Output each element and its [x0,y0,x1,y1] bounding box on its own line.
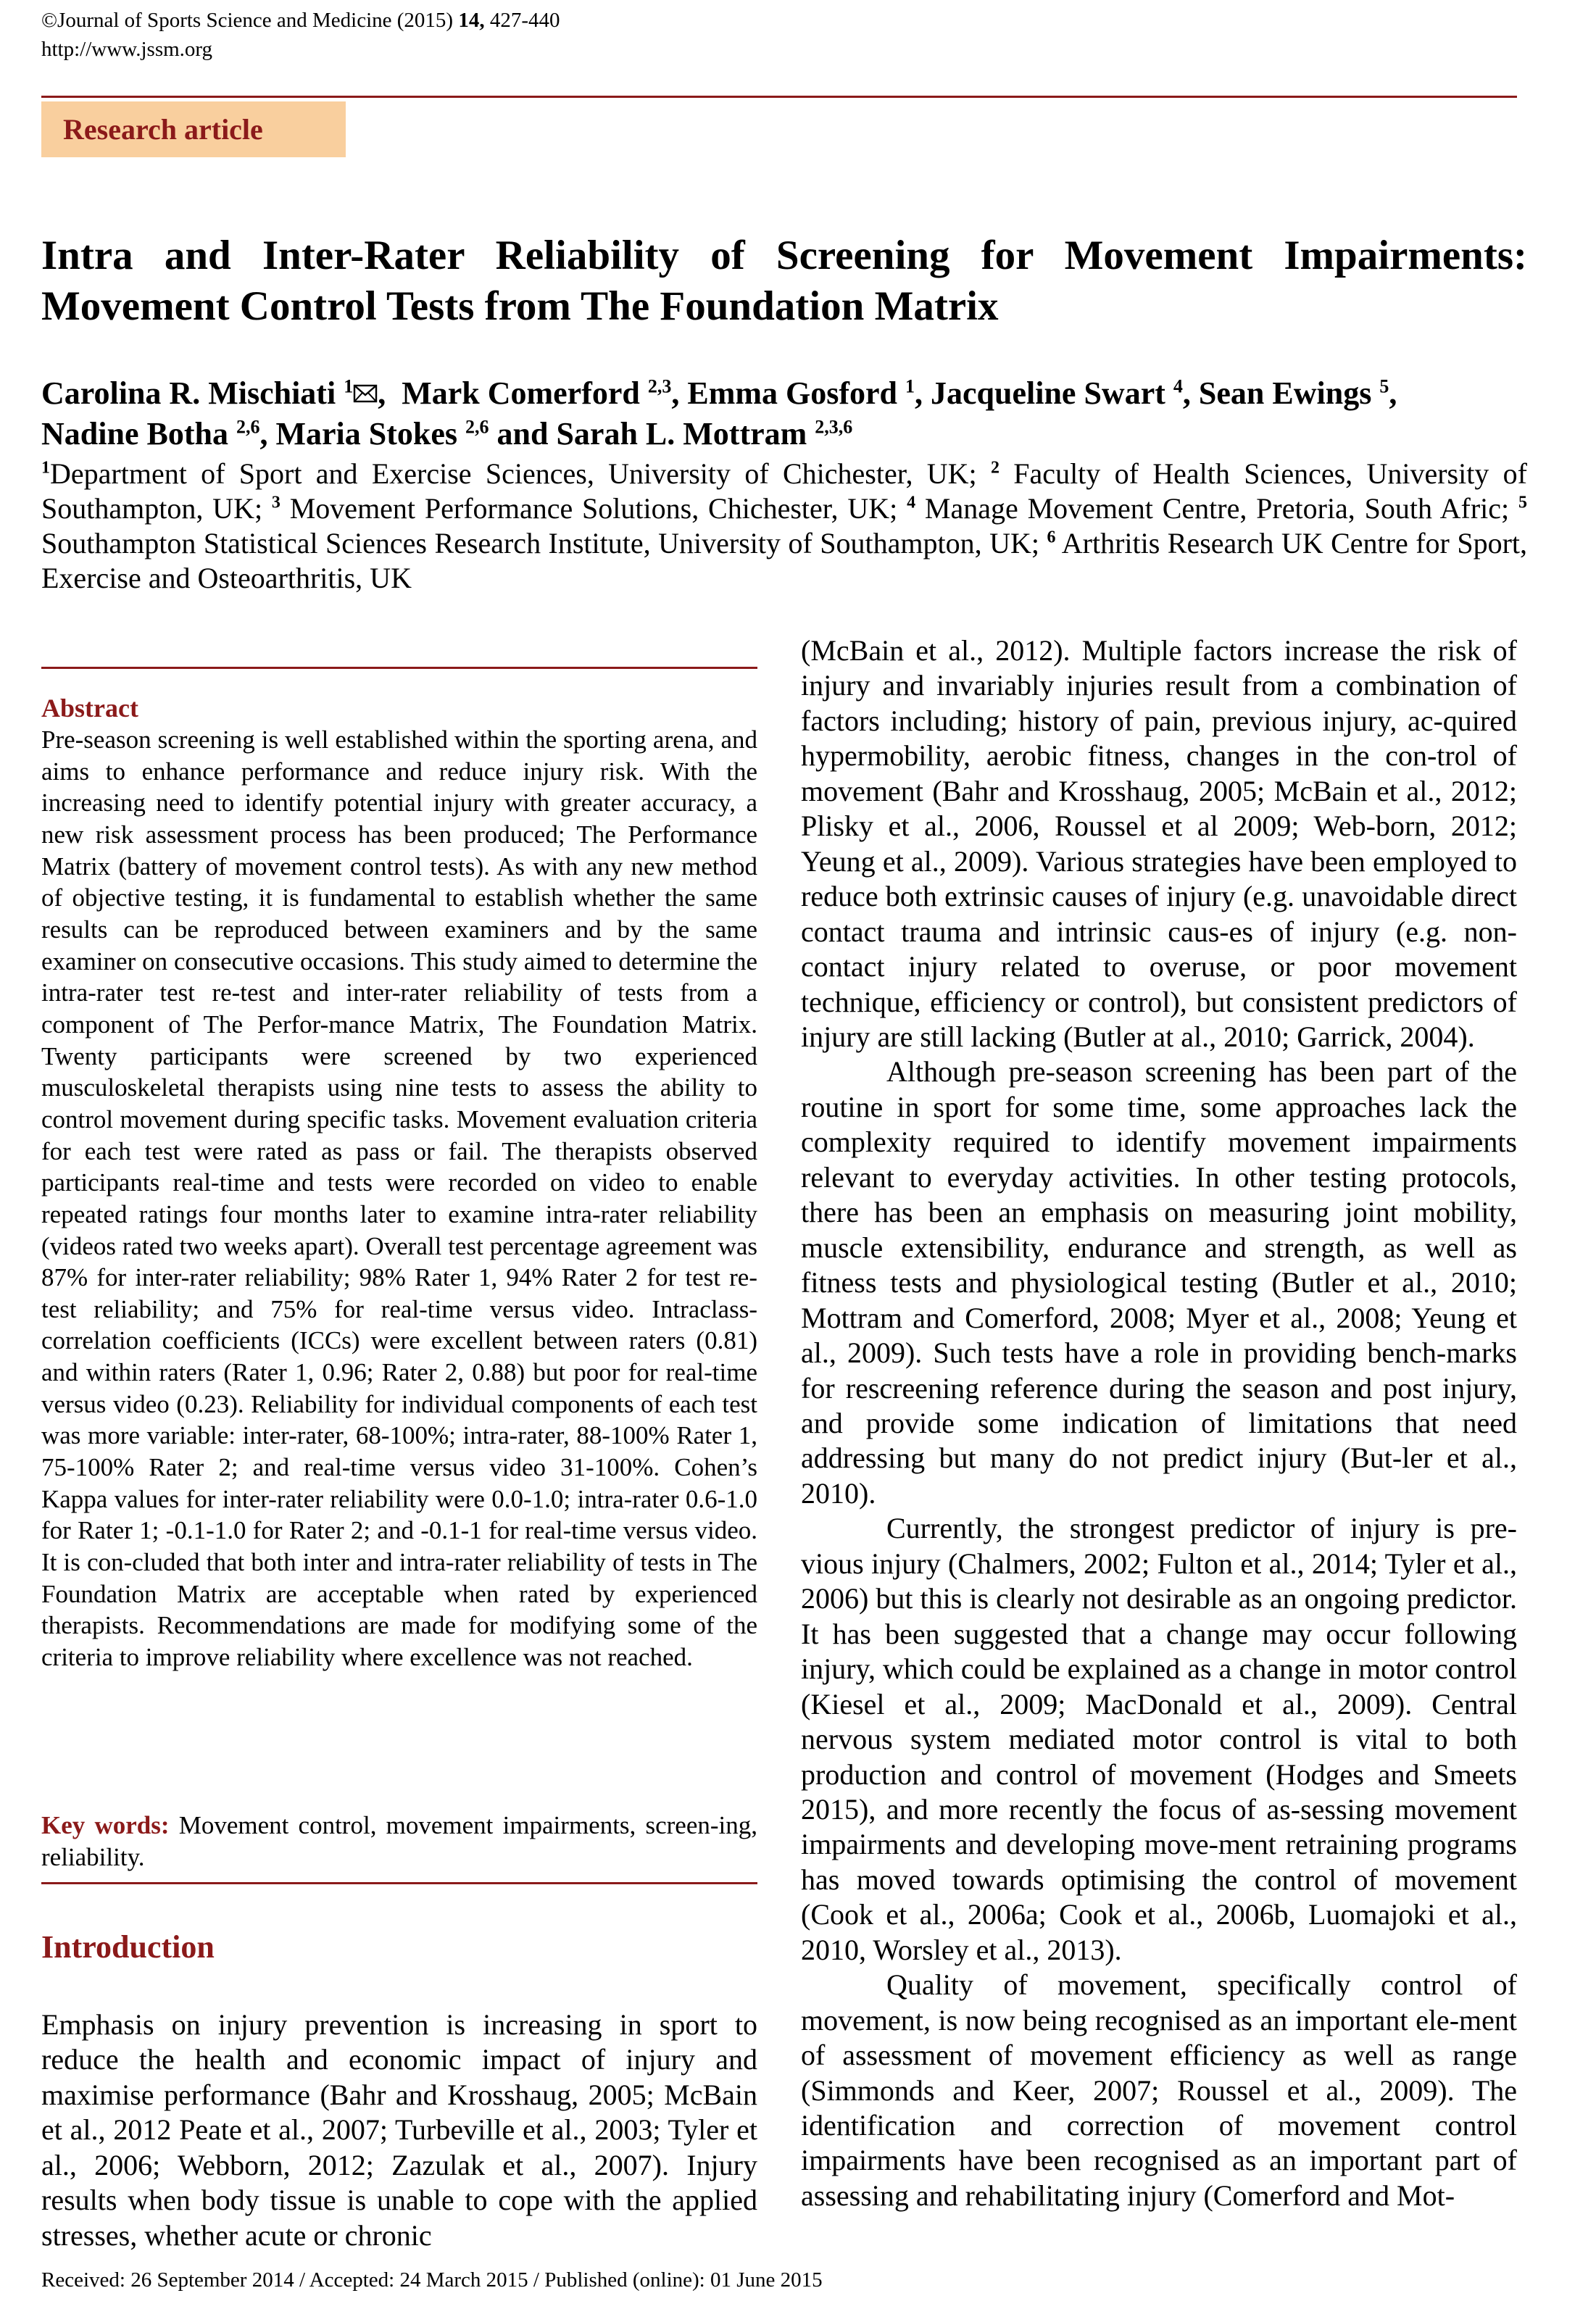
keywords [41,1810,757,1873]
author-name: Jacqueline Swart [931,375,1173,411]
affiliation-text: Manage Movement Centre, Pretoria, South Afric; [915,492,1518,525]
author-affiliation-sup: 2,6 [465,416,489,438]
author-affiliation-sup: 1 [344,375,354,397]
publication-dates: Received: 26 September 2014 / Accepted: 24 March 2015 / Published (online): 01 June 2015 [41,2268,823,2292]
right-column-body [801,633,1517,2213]
keywords-text: Movement control, movement impairments, screen-ing, reliability. [41,1811,757,1871]
author-name: Nadine Botha [41,416,236,452]
author-name: Sean Ewings [1198,375,1380,411]
author-affiliation-sup: 2,6 [236,416,260,438]
journal-name: ©Journal of Sports Science and Medicine (2015) [41,9,459,32]
paragraph: Currently, the strongest predictor of injury is pre-vious injury (Chalmers, 2002; Fulton et al., 2014; Tyler et al., 2006) but this is clearly not desirable as an ongoing predictor. It has been suggested that a change may occur following injury, which could be explained as a change in motor control (Kiesel et al., 2009; MacDonald et al., 2009). Central nervous system mediated motor control is vital to both production and control of movement (Hodges and Smeets 2015), and more recently the focus of as-sessing movement impairments and developing move-ment retraining programs has moved towards optimising the control of movement (Cook et al., 2006a; Cook et al., 2006b, Luomajoki et al., 2010, Worsley et al., 2013). [801,1512,1517,1966]
keywords-label: Key words: [41,1811,170,1839]
author-affiliation-sup: 4 [1173,375,1183,397]
affiliation-sup: 3 [271,493,280,512]
introduction-body [41,2007,757,2253]
journal-url[interactable]: http://www.jssm.org [41,38,213,61]
abstract-text: Pre-season screening is well established within the sporting arena, and aims to enhance performance and reduce injury risk. With the increasing need to identify potential injury with greater accuracy, a new risk assessment process has been produced; The Performance Matrix (battery of movement control tests). As with any new method of objective testing, it is fundamental to establish whether the same results can be reproduced between examiners and by the same examiner on consecutive occasions. This study aimed to determine the intra-rater test re-test and inter-rater reliability of tests from a component of The Perfor-mance Matrix, The Foundation Matrix. Twenty participants were screened by two experienced musculoskeletal therapists using nine tests to assess the ability to control movement during specific tasks. Movement evaluation criteria for each test were rated as pass or fail. The therapists observed participants real-time and tests were recorded on video to enable repeated ratings four months later to examine intra-rater reliability (videos rated two weeks apart). Overall test percentage agreement was 87% for inter-rater reliability; 98% Rater 1, 94% Rater 2 for test re-test reliability; and 75% for real-time versus video. Intraclass-correlation coefficients (ICCs) were excellent between raters (0.81) and within raters (Rater 1, 0.96; Rater 2, 0.88) but poor for real-time versus video (0.23). Reliability for individual components of each test was more variable: inter-rater, 68-100%; intra-rater, 88-100% Rater 1, 75-100% Rater 2; and real-time versus video 31-100%. Cohen’s Kappa values for inter-rater reliability were 0.0-1.0; intra-rater 0.6-1.0 for Rater 1; -0.1-1.0 for Rater 2; and -0.1-1 for real-time versus video. It is con-cluded that both inter and intra-rater reliability of tests in The Foundation Matrix are acceptable when rated by experienced therapists. Recommendations are made for modifying some of the criteria to improve reliability where excellence was not reached. [41,725,757,1672]
author-name: Sarah L. Mottram [556,416,815,452]
paragraph: (McBain et al., 2012). Multiple factors increase the risk of injury and invariably injuries result from a combination of factors including; history of pain, previous injury, ac-quired hypermobility, aerobic fitness, changes in the con-trol of movement (Bahr and Krosshaug, 2005; McBain et al., 2012; Plisky et al., 2006, Roussel et al 2009; Web-born, 2012; Yeung et al., 2009). Various strategies have been employed to reduce both extrinsic causes of injury (e.g. unavoidable direct contact trauma and intrinsic caus-es of injury (e.g. non-contact injury related to overuse, or poor movement technique, efficiency or control), but consistent predictors of injury are still lacking (Butler at al., 2010; Garrick, 2004). [801,634,1517,1053]
author-separator: , [1389,375,1397,411]
affiliation-text: Movement Performance Solutions, Chichester, UK; [280,492,907,525]
author-affiliation-sup: 2,3 [647,375,672,397]
affiliation-text: Department of Sport and Exercise Sciences, University of Chichester, UK; [50,457,991,490]
journal-citation [41,7,560,33]
affiliation-text: Faculty of Health Sciences, University of Southampton, UK; [41,457,1527,525]
affiliation-sup: 6 [1047,528,1056,547]
affiliation-sup: 1 [41,458,50,478]
author-separator: and [489,416,557,452]
affiliation-sup: 2 [990,458,999,478]
paragraph: Emphasis on injury prevention is increasing in sport to reduce the health and economic impact of injury and maximise performance (Bahr and Krosshaug, 2005; McBain et al., 2012 Peate et al., 2007; Turbeville et al., 2003; Tyler et al., 2006; Webborn, 2012; Zazulak et al., 2007). Injury results when body tissue is unable to cope with the applied stresses, whether acute or chronic [41,2008,757,2252]
affiliation-text: Arthritis Research UK Centre for Sport, Exercise and Osteoarthritis, UK [41,527,1527,594]
affiliation-sup: 5 [1518,493,1527,512]
author-name: Maria Stokes [275,416,465,452]
introduction-heading: Introduction [41,1929,215,1965]
abstract-bottom-rule [41,1882,757,1884]
title-line-2: Movement Control Tests from The Foundation Matrix [41,283,999,329]
paragraph: Although pre-season screening has been part of the routine in sport for some time, some approaches lack the complexity required to identify movement impairments relevant to everyday activities. In other testing protocols, there has been an emphasis on measuring joint mobility, muscle extensibility, endurance and strength, as well as fitness tests and physiological testing (Butler et al., 2010; Mottram and Comerford, 2008; Myer et al., 2008; Yeung et al., 2009). Such tests have a role in providing bench-marks for rescreening reference during the season and post injury, and provide some indication of limitations that need addressing but many do not predict injury (But-ler et al., 2010). [801,1055,1517,1510]
abstract-top-rule [41,667,757,669]
author-affiliation-sup: 1 [905,375,915,397]
author-name: Mark Comerford [402,375,648,411]
envelope-icon[interactable] [353,383,378,404]
author-separator: , [378,375,402,411]
article-type-badge: Research article [41,101,346,157]
author-affiliation-sup: 2,3,6 [815,416,853,438]
abstract-section [41,692,757,1673]
author-separator: , [671,375,688,411]
author-separator: , [1182,375,1199,411]
author-separator: , [259,416,276,452]
abstract-heading: Abstract [41,694,138,723]
affiliation-sup: 4 [907,493,916,512]
author-affiliation-sup: 5 [1379,375,1389,397]
article-title [41,230,1527,332]
author-name: Emma Gosford [687,375,906,411]
affiliations [41,457,1527,596]
journal-pages: 427-440 [484,9,560,32]
title-line-1: Intra and Inter-Rater Reliability of Screening for Movement Impairments: [41,233,1527,278]
author-list [41,373,1527,454]
paragraph: Quality of movement, specifically control of movement, is now being recognised as an important ele-ment of assessment of movement efficiency as well as range (Simmonds and Keer, 2007; Roussel et al., 2009). The identification and correction of movement control impairments have been recognised as an important part of assessing and rehabilitating injury (Comerford and Mot- [801,1968,1517,2212]
journal-volume: 14, [458,9,485,32]
affiliation-text: Southampton Statistical Sciences Research Institute, University of Southampton, UK; [41,527,1047,559]
author-separator: , [915,375,931,411]
author-name: Carolina R. Mischiati [41,375,344,411]
header-rule [41,96,1517,98]
